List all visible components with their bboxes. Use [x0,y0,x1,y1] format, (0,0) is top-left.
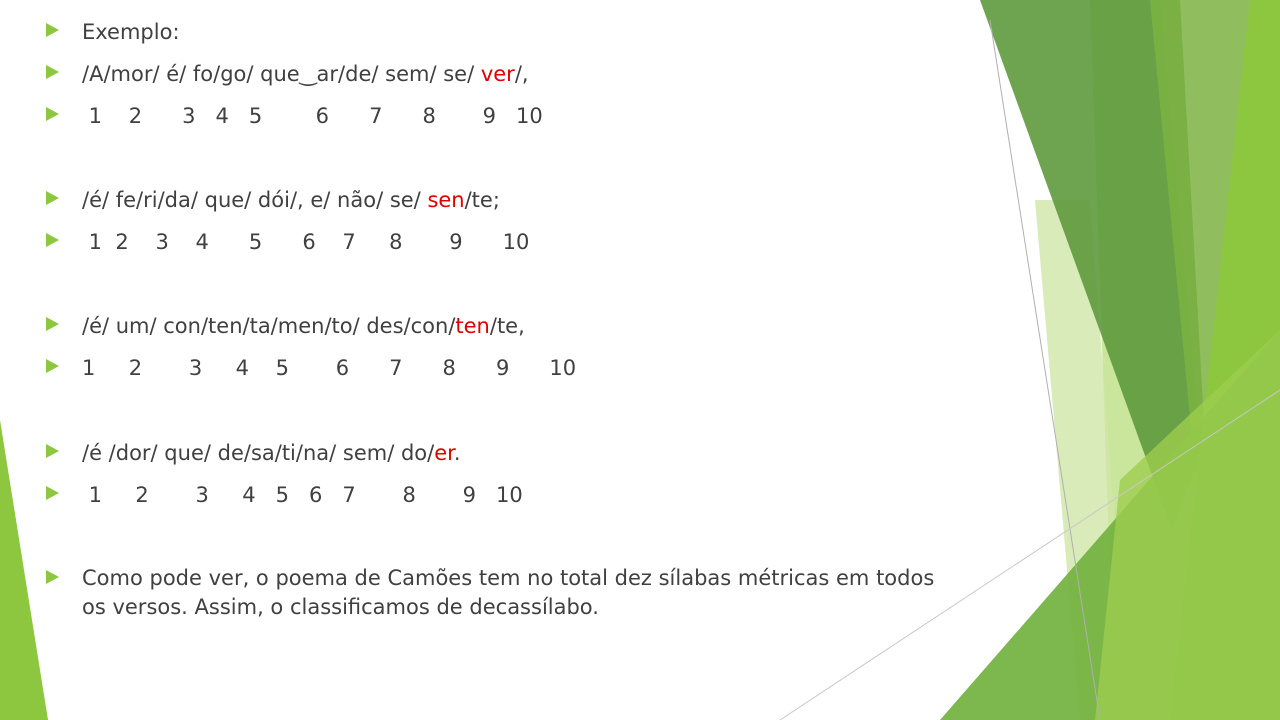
bullet-icon [46,191,59,205]
verse-syllables: /é /dor/ que/ de/sa/ti/na/ sem/ do/er. [82,441,461,465]
syllable-numbers: 1 2 3 4 5 6 7 8 9 10 [82,230,530,254]
stressed-syllable: er [434,441,454,465]
bullet-icon [46,65,59,79]
bullet-icon [46,359,59,373]
syllable-numbers: 1 2 3 4 5 6 7 8 9 10 [82,483,523,507]
syllable-numbers: 1 2 3 4 5 6 7 8 9 10 [82,104,543,128]
bullet-icon [46,570,59,584]
verse-syllables: /A/mor/ é/ fo/go/ que‿ar/de/ sem/ se/ ver/, [82,62,529,86]
bullet-icon [46,107,59,121]
bullet-icon [46,486,59,500]
bullet-icon [46,23,59,37]
verse-syllables: /é/ fe/ri/da/ que/ dói/, e/ não/ se/ sen/te; [82,188,500,212]
syllable-numbers: 1 2 3 4 5 6 7 8 9 10 [82,356,577,380]
stressed-syllable: ver [480,62,515,86]
stressed-syllable: sen [427,188,465,212]
stressed-syllable: ten [455,314,490,338]
verse-syllables: /é/ um/ con/ten/ta/men/to/ des/con/ten/te, [82,314,525,338]
bullet-icon [46,233,59,247]
conclusion-text: Como pode ver, o poema de Camões tem no total dez sílabas métricas em todos os versos. Assim, o classificamos de decassílabo. [82,566,935,619]
bullet-icon [46,444,59,458]
bullet-icon [46,317,59,331]
heading-text: Exemplo: [82,20,180,44]
